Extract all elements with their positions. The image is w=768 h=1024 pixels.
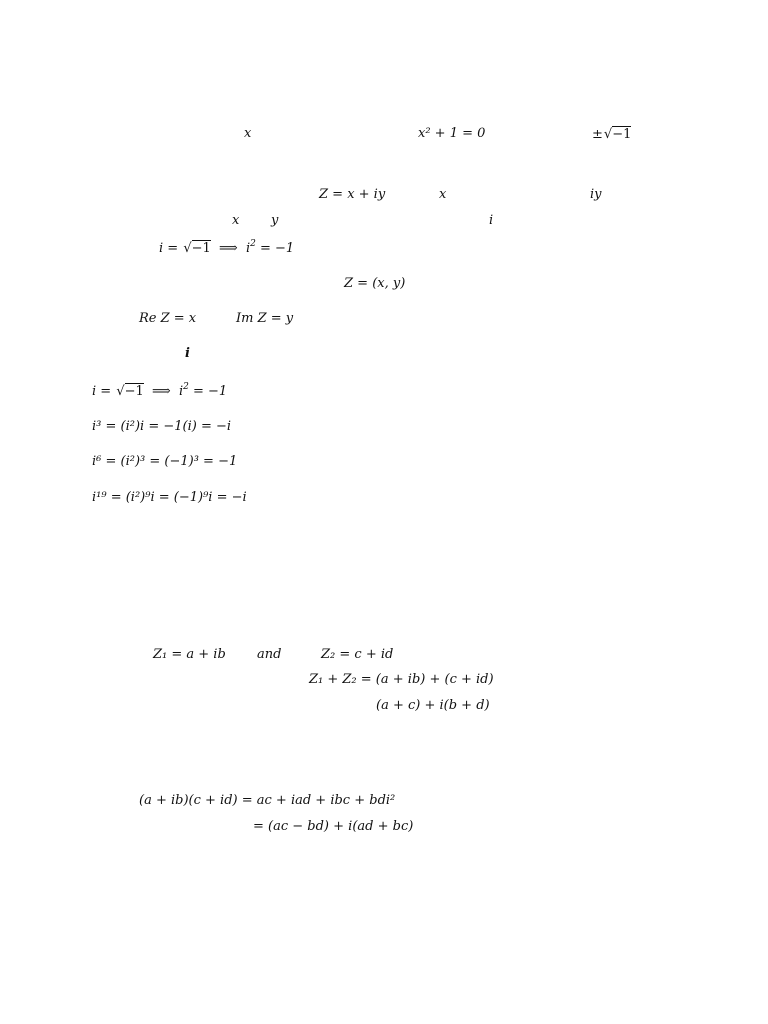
product-expression: (a + ib)(c + id) = ac + iad + ibc + bdi² bbox=[139, 793, 396, 808]
sum-result: (a + c) + i(b + d) bbox=[376, 698, 490, 713]
radicand: −1 bbox=[124, 384, 144, 399]
variable-iy: iy bbox=[590, 187, 602, 202]
root-expression bbox=[592, 126, 631, 143]
variable-i: i bbox=[489, 213, 494, 228]
ordered-pair-form: Z = (x, y) bbox=[344, 276, 406, 291]
implies: ⟹ i bbox=[143, 384, 184, 399]
variable-x: x bbox=[244, 126, 252, 141]
square-root-sign: √−1 bbox=[603, 127, 632, 142]
rhs: = −1 bbox=[255, 241, 295, 256]
variable-x: x bbox=[232, 213, 240, 228]
variable-x: x bbox=[439, 187, 447, 202]
plus-minus-sign: ± bbox=[592, 127, 603, 142]
square-root-sign: √−1 bbox=[116, 384, 144, 399]
z1-definition: Z₁ = a + ib bbox=[153, 647, 226, 662]
z2-definition: Z₂ = c + id bbox=[321, 647, 394, 662]
real-part: Re Z = x bbox=[139, 311, 197, 326]
lhs: i = bbox=[159, 241, 183, 256]
i-sixth: i⁶ = (i²)³ = (−1)³ = −1 bbox=[92, 454, 238, 469]
variable-y: y bbox=[271, 213, 279, 228]
i-cubed: i³ = (i²)i = −1(i) = −i bbox=[92, 419, 232, 434]
imaginary-part: Im Z = y bbox=[236, 311, 294, 326]
lhs: i = bbox=[92, 384, 116, 399]
sum-expression: Z₁ + Z₂ = (a + ib) + (c + id) bbox=[309, 672, 494, 687]
complex-number-definition: Z = x + iy bbox=[319, 187, 386, 202]
and-word: and bbox=[257, 647, 282, 662]
quadratic-equation: x² + 1 = 0 bbox=[418, 126, 486, 141]
exponent: 2 bbox=[183, 382, 189, 392]
imaginary-unit-definition bbox=[159, 240, 294, 257]
exponent: 2 bbox=[250, 239, 256, 249]
radicand: −1 bbox=[191, 241, 211, 256]
rhs: = −1 bbox=[188, 384, 228, 399]
product-result: = (ac − bd) + i(ad + bc) bbox=[253, 819, 414, 834]
power-definition bbox=[92, 383, 227, 400]
radicand: −1 bbox=[612, 127, 632, 142]
square-root-sign: √−1 bbox=[183, 241, 211, 256]
implies: ⟹ i bbox=[210, 241, 251, 256]
i-nineteenth: i¹⁹ = (i²)⁹i = (−1)⁹i = −i bbox=[92, 490, 247, 505]
bold-imaginary-unit: i bbox=[185, 346, 190, 361]
